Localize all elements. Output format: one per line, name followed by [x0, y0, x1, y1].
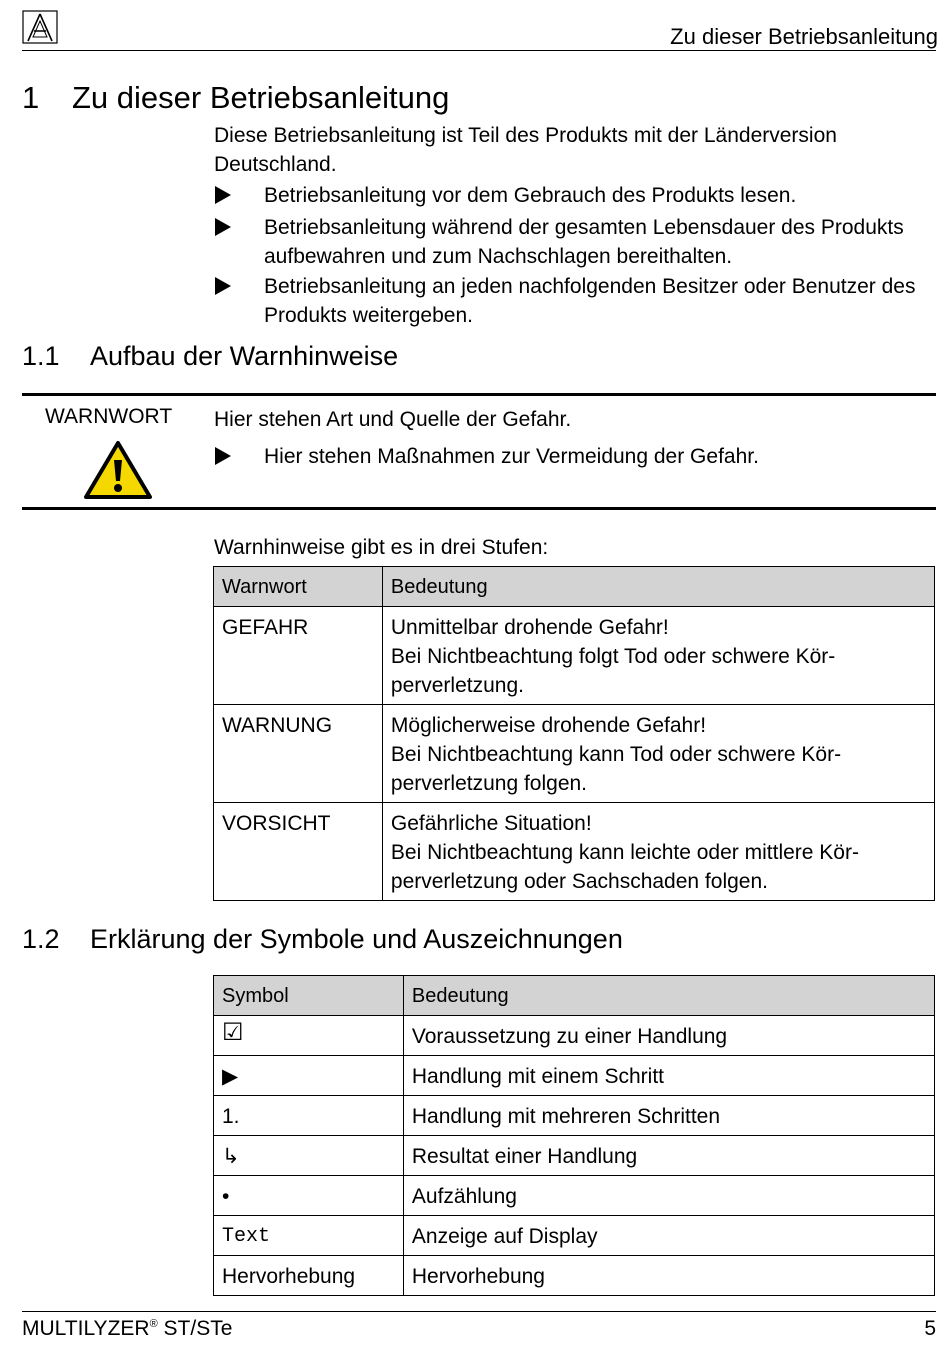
result-arrow-icon: ↳: [214, 1136, 404, 1176]
table-row: [214, 1176, 935, 1216]
page-number: 5: [924, 1317, 936, 1340]
header-rule: [22, 50, 936, 51]
warn-level-word: WARNUNG: [214, 705, 383, 803]
warn-text: Hier stehen Art und Quelle der Gefahr.: [214, 408, 572, 431]
warn-level-meaning: [382, 705, 934, 803]
product-model: ST/STe: [157, 1317, 233, 1340]
table-row: [214, 1096, 935, 1136]
section-1-1-number: 1.1: [22, 341, 60, 371]
table-row: [214, 705, 935, 803]
symbols-table: [213, 975, 935, 1296]
section-1-number: 1: [22, 80, 40, 115]
meaning-line: Bei Nichtbeachtung kann leichte oder mittlere Kör-: [390, 841, 859, 864]
warn-word-label: WARNWORT: [45, 405, 173, 428]
warn-level-word: GEFAHR: [214, 607, 383, 705]
table-row: [214, 1216, 935, 1256]
section-1-2-title: Erklärung der Symbole und Auszeichnungen: [90, 924, 623, 954]
meaning-line: Bei Nichtbeachtung folgt Tod oder schwere Kör-: [390, 645, 836, 668]
action-arrow-icon: [215, 447, 231, 465]
action-arrow-icon: [215, 218, 231, 236]
table-row: [214, 803, 935, 901]
table-header-row: [214, 976, 935, 1016]
symbol-meaning: Handlung mit einem Schritt: [403, 1056, 934, 1096]
symbol-meaning: Resultat einer Handlung: [403, 1136, 934, 1176]
symbol-meaning: Anzeige auf Display: [403, 1216, 934, 1256]
warning-triangle-icon: [83, 440, 153, 500]
meaning-line: perverletzung oder Sachschaden folgen.: [390, 870, 768, 893]
checkbox-icon: ☑: [214, 1016, 404, 1056]
table-header-row: [214, 567, 935, 607]
registered-mark: ®: [149, 1318, 158, 1330]
action-arrow-icon: ▶: [214, 1056, 404, 1096]
warn-action: Hier stehen Maßnahmen zur Vermeidung der Gefahr.: [264, 445, 759, 468]
bullet-item: Betriebsanleitung vor dem Gebrauch des Produkts lesen.: [264, 184, 797, 207]
table-row: [214, 1136, 935, 1176]
meaning-line: perverletzung folgen.: [390, 772, 588, 795]
running-header-title: Zu dieser Betriebsanleitung: [670, 24, 938, 49]
column-header: Warnwort: [214, 567, 383, 607]
symbol-meaning: Hervorhebung: [403, 1256, 934, 1296]
meaning-line: Bei Nichtbeachtung kann Tod oder schwere Kör-: [390, 743, 842, 766]
meaning-line: Gefährliche Situation!: [390, 812, 592, 835]
warning-levels-table: [213, 566, 935, 901]
warning-box-top-rule: [22, 393, 936, 396]
bullet-icon: •: [214, 1176, 404, 1216]
warn-level-meaning: [382, 607, 934, 705]
display-text-symbol: Text: [214, 1216, 404, 1256]
levels-intro: Warnhinweise gibt es in drei Stufen:: [214, 536, 549, 559]
action-arrow-icon: [215, 186, 231, 204]
section-1-heading: [22, 80, 449, 116]
warn-level-meaning: [382, 803, 934, 901]
warning-box-bottom-rule: [22, 507, 936, 510]
table-row: [214, 1056, 935, 1096]
section-1-1-heading: [22, 341, 398, 372]
column-header: Bedeutung: [382, 567, 934, 607]
footer-rule: [22, 1311, 936, 1312]
step-number-symbol: 1.: [214, 1096, 404, 1136]
symbol-meaning: Handlung mit mehreren Schritten: [403, 1096, 934, 1136]
action-arrow-icon: [215, 277, 231, 295]
table-row: [214, 1256, 935, 1296]
column-header: Symbol: [214, 976, 404, 1016]
section-1-title: Zu dieser Betriebsanleitung: [72, 80, 450, 115]
bullet-item: Betriebsanleitung während der gesamten Lebensdauer des Produkts aufbewahren und zum Nachschlagen bereithalten.: [264, 216, 904, 268]
table-row: [214, 607, 935, 705]
table-row: [214, 1016, 935, 1056]
section-1-1-title: Aufbau der Warnhinweise: [90, 341, 399, 371]
column-header: Bedeutung: [403, 976, 934, 1016]
triangle-a-logo-icon: [22, 10, 58, 44]
emphasis-symbol: Hervorhebung: [214, 1256, 404, 1296]
product-name: MULTILYZER: [22, 1317, 150, 1340]
meaning-line: perverletzung.: [390, 674, 524, 697]
intro-paragraph: Diese Betriebsanleitung ist Teil des Produkts mit der Länderversion Deutschland.: [214, 124, 837, 176]
symbol-meaning: Aufzählung: [403, 1176, 934, 1216]
symbol-meaning: Voraussetzung zu einer Handlung: [403, 1016, 934, 1056]
meaning-line: Unmittelbar drohende Gefahr!: [390, 616, 669, 639]
bullet-item: Betriebsanleitung an jeden nachfolgenden Besitzer oder Benutzer des Produkts weitergeben.: [264, 275, 916, 327]
footer-product: [22, 1317, 232, 1341]
section-1-2-number: 1.2: [22, 924, 60, 954]
section-1-2-heading: [22, 924, 623, 955]
meaning-line: Möglicherweise drohende Gefahr!: [390, 714, 707, 737]
warn-level-word: VORSICHT: [214, 803, 383, 901]
